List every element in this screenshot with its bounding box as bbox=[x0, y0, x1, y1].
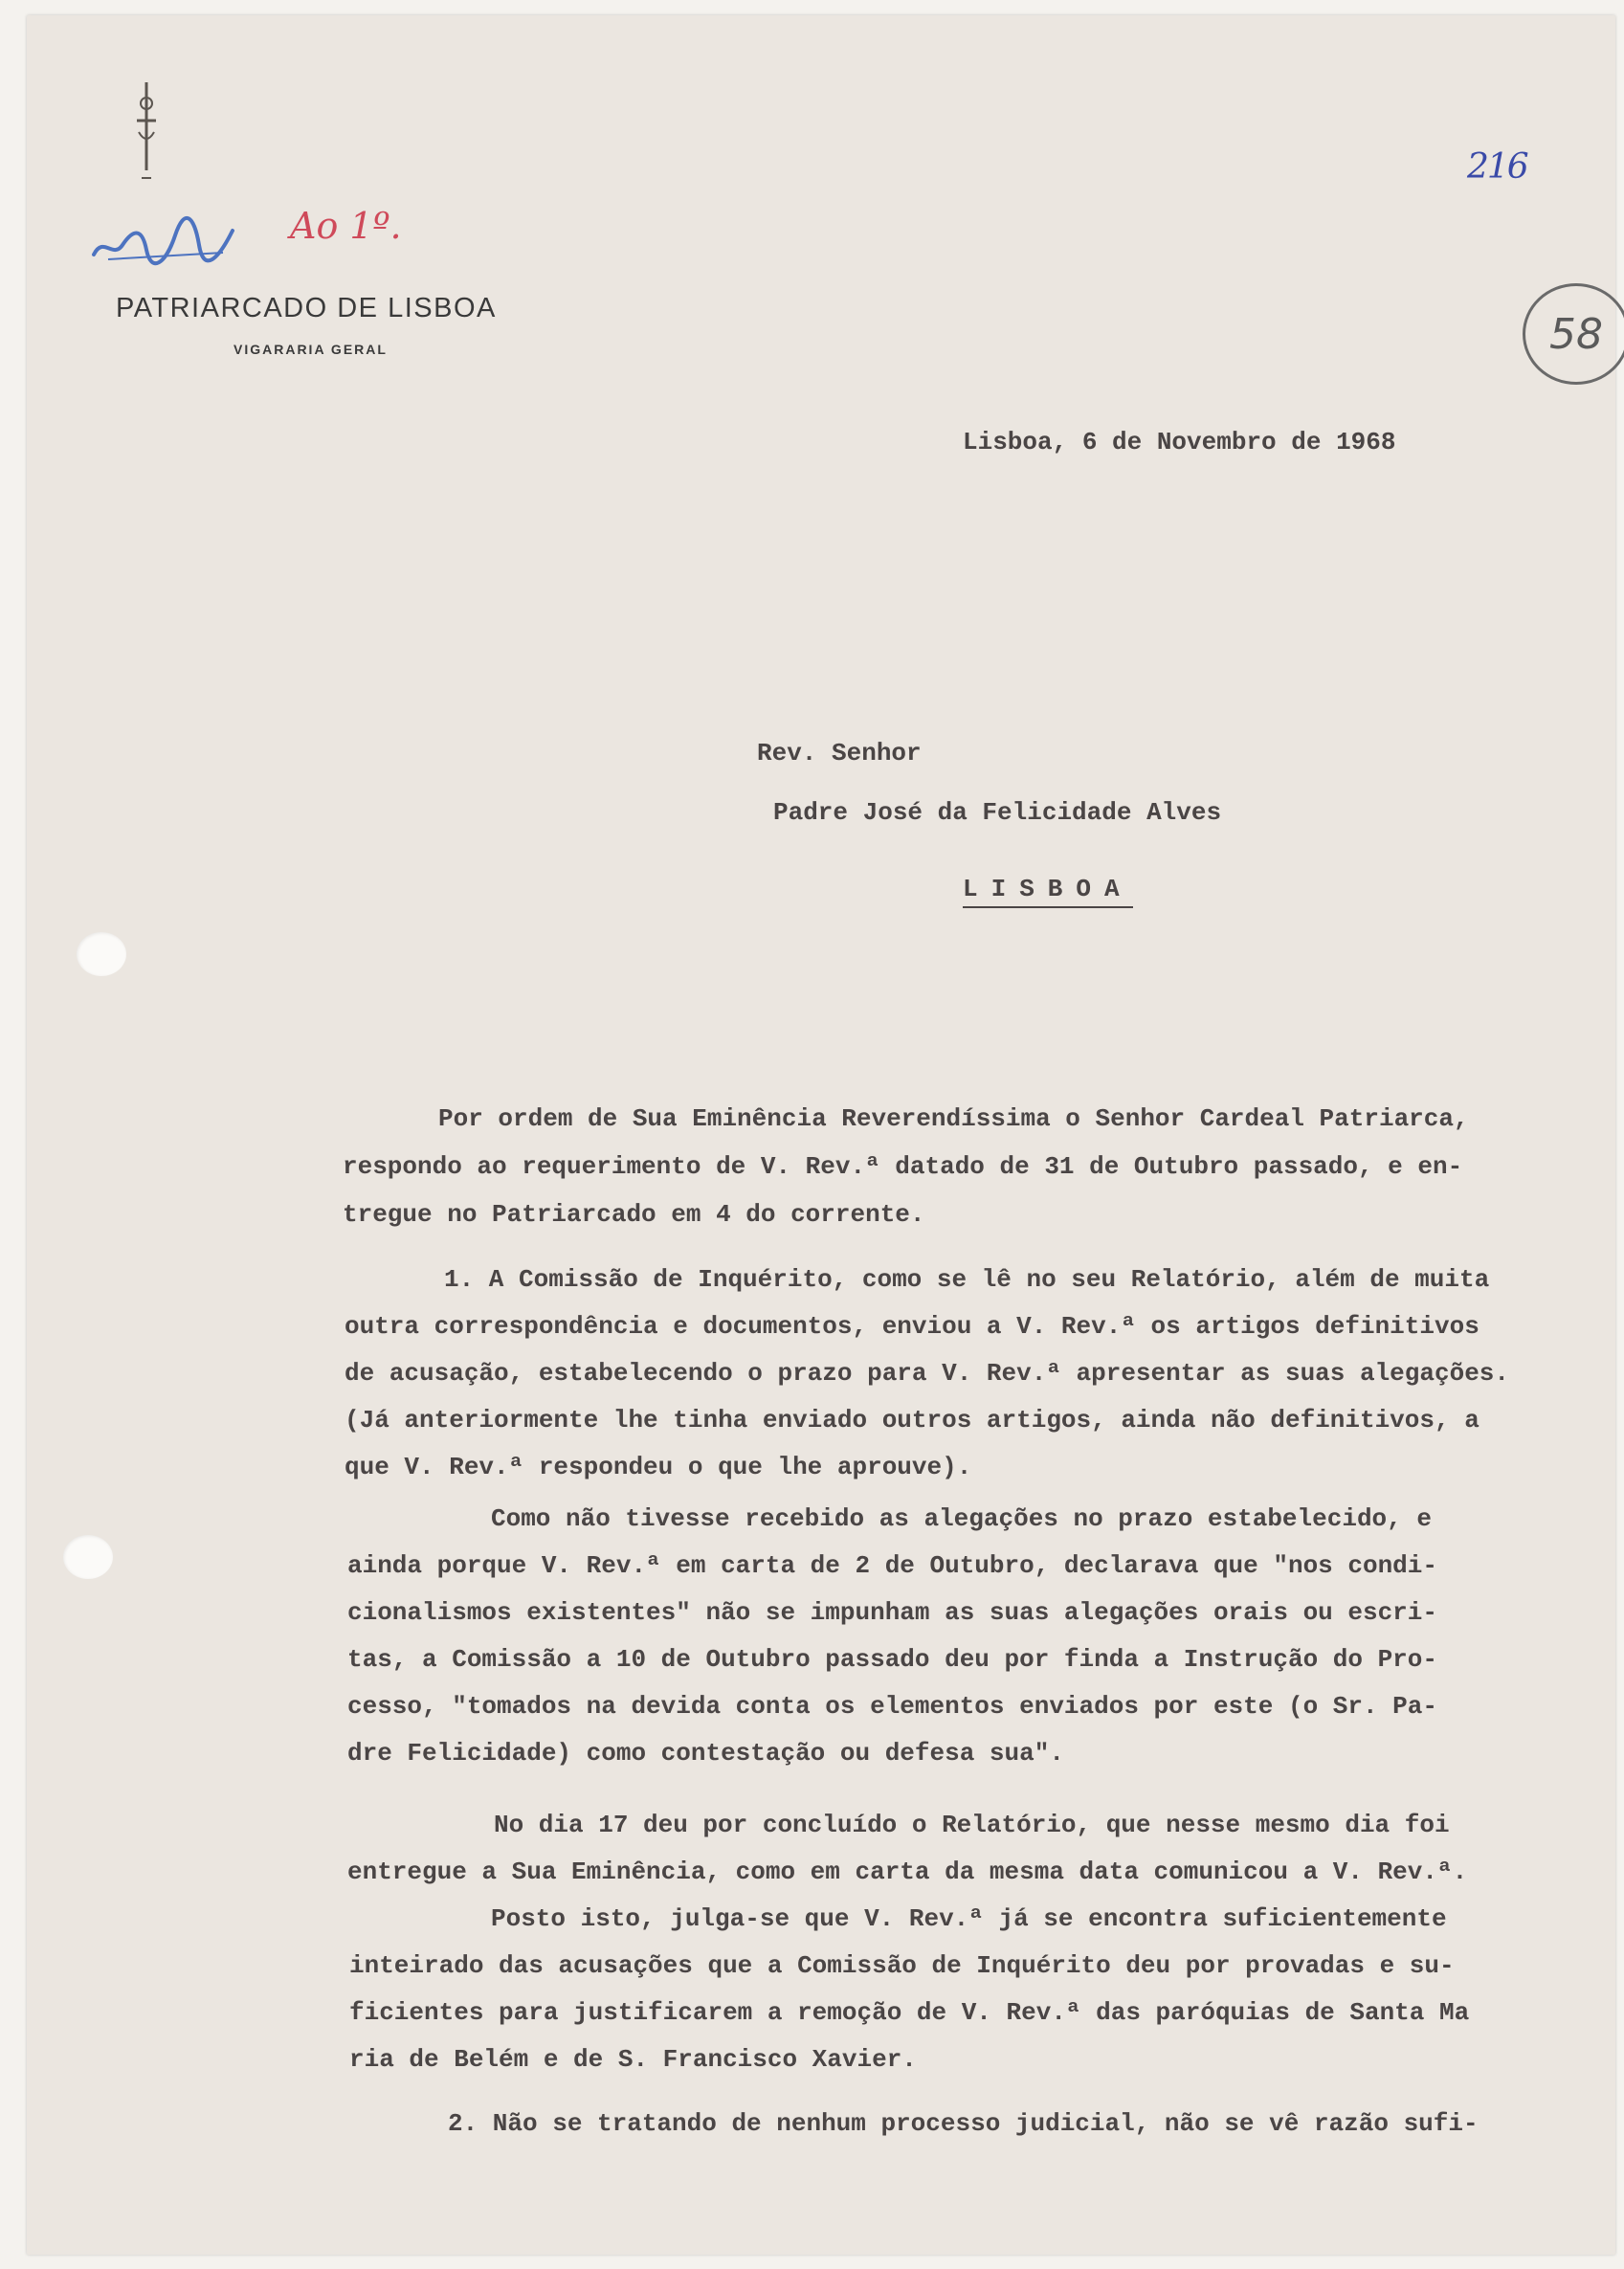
letterhead-title: PATRIARCADO DE LISBOA bbox=[116, 293, 497, 323]
body-line: 1. A Comissão de Inquérito, como se lê no seu Relatório, além de muita bbox=[444, 1265, 1490, 1294]
date-line: Lisboa, 6 de Novembro de 1968 bbox=[963, 428, 1396, 456]
body-line: Posto isto, julga-se que V. Rev.ª já se encontra suficientemente bbox=[491, 1904, 1447, 1933]
body-line: de acusação, estabelecendo o prazo para V. Rev.ª apresentar as suas alegações. bbox=[345, 1359, 1509, 1388]
red-handwritten-note: Ao 1º. bbox=[290, 205, 402, 247]
body-line: outra correspondência e documentos, enviou a V. Rev.ª os artigos definitivos bbox=[345, 1312, 1479, 1341]
punch-hole-top bbox=[77, 932, 126, 976]
body-line: Como não tivesse recebido as alegações no prazo estabelecido, e bbox=[491, 1504, 1432, 1533]
body-line: inteirado das acusações que a Comissão de Inquérito deu por provadas e su- bbox=[349, 1951, 1455, 1980]
body-line: cesso, "tomados na devida conta os elementos enviados por este (o Sr. Pa- bbox=[347, 1692, 1437, 1721]
body-line: ria de Belém e de S. Francisco Xavier. bbox=[349, 2045, 917, 2074]
circled-number-stamp bbox=[1523, 283, 1624, 385]
handwritten-page-number: 216 bbox=[1467, 147, 1527, 187]
crest-icon bbox=[122, 75, 170, 189]
body-line: tregue no Patriarcado em 4 do corrente. bbox=[343, 1200, 925, 1229]
body-line: respondo ao requerimento de V. Rev.ª datado de 31 de Outubro passado, e en- bbox=[343, 1152, 1463, 1181]
body-line: entregue a Sua Eminência, como em carta da mesma data comunicou a V. Rev.ª. bbox=[347, 1857, 1468, 1886]
letterhead-subtitle: VIGARARIA GERAL bbox=[234, 342, 388, 357]
body-line: tas, a Comissão a 10 de Outubro passado deu por finda a Instrução do Pro- bbox=[347, 1645, 1437, 1674]
body-line: (Já anteriormente lhe tinha enviado outros artigos, ainda não definitivos, a bbox=[345, 1406, 1479, 1435]
addressee-name: Padre José da Felicidade Alves bbox=[773, 798, 1222, 827]
addressee-city: LISBOA bbox=[963, 877, 1133, 908]
body-line: ficientes para justificarem a remoção de V. Rev.ª das paróquias de Santa Ma bbox=[349, 1998, 1470, 2027]
body-line: ainda porque V. Rev.ª em carta de 2 de Outubro, declarava que "nos condi- bbox=[347, 1551, 1437, 1580]
body-line: 2. Não se tratando de nenhum processo judicial, não se vê razão sufi- bbox=[448, 2109, 1479, 2138]
body-line: No dia 17 deu por concluído o Relatório, que nesse mesmo dia foi bbox=[494, 1811, 1450, 1839]
circled-number: 58 bbox=[1549, 309, 1603, 359]
document-page bbox=[27, 15, 1615, 2255]
blue-signature-scribble bbox=[89, 207, 242, 274]
body-line: que V. Rev.ª respondeu o que lhe aprouve). bbox=[345, 1453, 972, 1481]
punch-hole-bottom bbox=[63, 1535, 113, 1579]
body-line: dre Felicidade) como contestação ou defesa sua". bbox=[347, 1739, 1064, 1768]
body-line: Por ordem de Sua Eminência Reverendíssima o Senhor Cardeal Patriarca, bbox=[438, 1104, 1469, 1133]
body-line: cionalismos existentes" não se impunham as suas alegações orais ou escri- bbox=[347, 1598, 1437, 1627]
addressee-salutation: Rev. Senhor bbox=[757, 739, 922, 767]
